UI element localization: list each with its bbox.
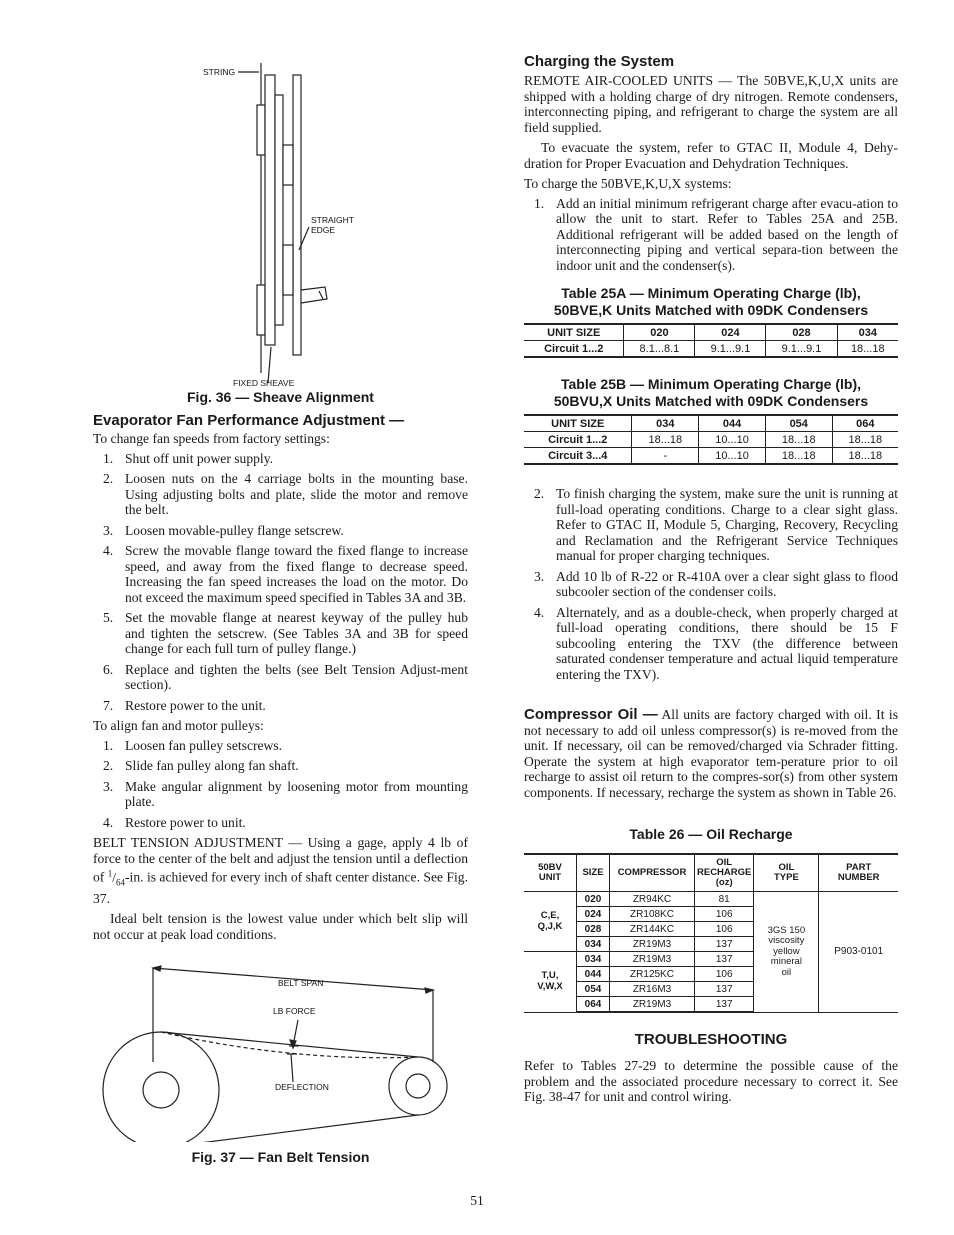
straight-edge-label-2: EDGE xyxy=(311,225,336,235)
table-25a-title: Table 25A — Minimum Operating Charge (lb), 50BVE,K Units Matched with 09DK Condensers xyxy=(553,285,869,318)
table-row: Circuit 1...2 8.1...8.1 9.1...9.1 9.1...9.1 18...18 xyxy=(524,341,898,358)
table-row: Circuit 1...2 18...18 10...10 18...18 18...18 xyxy=(524,432,898,448)
table-row: 028 ZR144KC 106 xyxy=(524,922,898,937)
table-row: 054 ZR16M3 137 xyxy=(524,982,898,997)
table-header: 028 xyxy=(766,324,837,341)
list-item: 2. Loosen nuts on the 4 carriage bolts in the mounting base. Using adjusting bolts and plate, slide the motor and remove the belt. xyxy=(103,471,468,517)
evaporator-intro: To change fan speeds from factory settings: xyxy=(93,431,330,446)
fig36-caption: Fig. 36 — Sheave Alignment xyxy=(187,389,374,405)
table-header: 064 xyxy=(832,415,898,432)
table-header: PART NUMBER xyxy=(819,854,898,892)
table-row: 024 ZR108KC 106 xyxy=(524,907,898,922)
list-item: 3. Loosen movable-pulley flange setscrew. xyxy=(103,522,344,538)
ideal-tension-paragraph: Ideal belt tension is the lowest value under which belt slip will not occur at peak load conditions. xyxy=(93,911,468,942)
list-item: 1. Shut off unit power supply. xyxy=(103,450,274,466)
table-25a xyxy=(524,323,898,358)
fixed-sheave-label: FIXED SHEAVE xyxy=(233,378,295,388)
group-cell: T,U, V,W,X xyxy=(524,952,577,1013)
charging-steps-b-block xyxy=(524,486,898,682)
table-header: 024 xyxy=(695,324,766,341)
table-26-title: Table 26 — Oil Recharge xyxy=(629,826,793,842)
table-header: 020 xyxy=(624,324,695,341)
align-intro: To align fan and motor pulleys: xyxy=(93,718,264,733)
table-header: 50BV UNIT xyxy=(524,854,577,892)
table-25b-title: Table 25B — Minimum Operating Charge (lb), 50BVU,X Units Matched with 09DK Condensers xyxy=(553,376,869,409)
table-26 xyxy=(524,853,898,1013)
compressor-oil-paragraph: Compressor Oil — All units are factory charged with oil. It is not necessary to add oil unless compressor(s) is re-moved from the unit. If necessary, oil can be removed/charged via Schrader fitting. Operate the system at high evaporator tem-perature prior to oil recharge to assist oil return to the compres-sor(s) from other system components. If necessary, recharge the system as shown in Table 26. xyxy=(524,706,898,800)
compressor-oil-heading: Compressor Oil — xyxy=(524,706,658,723)
table-header: 044 xyxy=(699,415,766,432)
charging-paragraph-3: To charge the 50BVE,K,U,X systems: xyxy=(524,176,732,191)
list-item: 7. Restore power to the unit. xyxy=(103,697,266,713)
table-header: UNIT SIZE xyxy=(524,415,632,432)
troubleshooting-heading: TROUBLESHOOTING xyxy=(634,1031,788,1048)
table-row: C,E, Q,J,K 020 ZR94KC 81 3GS 150 viscosity yellow mineral oil P903-0101 xyxy=(524,892,898,907)
table-row: Circuit 3...4 - 10...10 18...18 18...18 xyxy=(524,448,898,465)
table-25b xyxy=(524,414,898,465)
list-item: 5. Set the movable flange at nearest keyway of the pulley hub and tighten the setscrew. (See Tables 3A and 3B for speed change for each full turn of pulley flange.) xyxy=(103,610,468,656)
list-item: 4. Restore power to unit. xyxy=(103,814,246,830)
charging-paragraph-1: REMOTE AIR-COOLED UNITS — The 50BVE,K,U,X units are shipped with a holding charge of dry nitrogen. Remote condensers, interconnecting piping, and refrigerant to charge the system are all field supplied. xyxy=(524,73,898,135)
charging-heading: Charging the System xyxy=(524,53,675,70)
charging-steps-b xyxy=(524,486,898,682)
table-25a-block xyxy=(524,285,898,358)
table-row: 044 ZR125KC 106 xyxy=(524,967,898,982)
list-item: 3. Make angular alignment by loosening motor from mounting plate. xyxy=(103,778,468,809)
table-header: 054 xyxy=(765,415,832,432)
list-item: 3. Add 10 lb of R-22 or R-410A over a clear sight glass to flood subcooler section of the condenser coils. xyxy=(534,568,898,599)
table-header: 034 xyxy=(837,324,898,341)
table-row: 064 ZR19M3 137 xyxy=(524,997,898,1013)
fig37-caption: Fig. 37 — Fan Belt Tension xyxy=(191,1149,370,1165)
string-label: STRING xyxy=(203,67,236,77)
table-header: COMPRESSOR xyxy=(610,854,695,892)
table-header: UNIT SIZE xyxy=(524,324,624,341)
table-header: SIZE xyxy=(577,854,610,892)
troubleshooting-paragraph: Refer to Tables 27-29 to determine the possible cause of the problem and the associated procedure necessary to correct it. See Fig. 38-47 for unit and control wiring. xyxy=(524,1058,898,1104)
lb-force-label: LB FORCE xyxy=(273,1006,316,1016)
belt-tension-paragraph: BELT TENSION ADJUSTMENT — Using a gage, apply 4 lb of force to the center of the belt and adjust the tension until a deflection of $^1/_{64}-in$. is achieved for every inch of shaft center distance. See Fig. 37. xyxy=(93,835,468,906)
table-25b-block xyxy=(524,376,898,465)
list-item: 1. Add an initial minimum refrigerant charge after evacu-ation to allow the unit to start. Refer to Tables 25A and 25B. Additional refrigerant will be added based on the length of interconnecting piping and vertical separa-tion between the indoor unit and the condenser(s). xyxy=(534,195,898,273)
evaporator-section xyxy=(93,412,468,942)
page-number: 51 xyxy=(470,1193,484,1208)
evaporator-heading: Evaporator Fan Performance Adjustment — xyxy=(93,412,405,429)
list-item: 1. Loosen fan pulley setscrews. xyxy=(103,737,283,753)
charging-steps-a xyxy=(524,196,898,274)
part-number-cell: P903-0101 xyxy=(819,892,898,1013)
oil-type-cell: 3GS 150 viscosity yellow mineral oil xyxy=(754,892,819,1013)
table-header: 034 xyxy=(632,415,699,432)
fan-speed-steps xyxy=(93,451,468,714)
list-item: 2. Slide fan pulley along fan shaft. xyxy=(103,758,299,773)
table-header: OIL TYPE xyxy=(754,854,819,892)
pulley-align-steps xyxy=(93,738,468,831)
charging-section xyxy=(524,53,898,273)
list-item: 4. Screw the movable flange toward the fixed flange to increase speed, and away from the fixed flange to decrease speed. Increasing the fan speed increases the load on the motor. Do not exceed the maximum speed specified in Tables 3A and 3B. xyxy=(103,543,468,605)
table-row: T,U, V,W,X 034 ZR19M3 137 xyxy=(524,952,898,967)
table-row: 034 ZR19M3 137 xyxy=(524,937,898,952)
deflection-label: DEFLECTION xyxy=(275,1082,329,1092)
list-item: 4. Alternately, and as a double-check, when properly charged at full-load operating conditions, there should be 15 F subcooling entering the TXV (the difference between saturated condenser temperature and actual liquid temperature entering the TXV). xyxy=(534,604,898,682)
belt-span-label: BELT SPAN xyxy=(278,978,324,988)
group-cell: C,E, Q,J,K xyxy=(524,892,577,952)
charging-paragraph-2: To evacuate the system, refer to GTAC II, Module 4, Dehy-dration for Proper Evacuation and Dehydration Techniques. xyxy=(524,140,898,171)
table-header: OIL RECHARGE (oz) xyxy=(695,854,754,892)
list-item: 6. Replace and tighten the belts (see Belt Tension Adjust-ment section). xyxy=(103,661,468,692)
fan-belt-tension-figure xyxy=(93,962,468,1142)
straight-edge-label: STRAIGHT xyxy=(311,215,354,225)
sheave-alignment-figure xyxy=(93,55,468,385)
list-item: 2. To finish charging the system, make sure the unit is running at full-load operating conditions. Charge to a clear sight glass. Refer to GTAC II, Module 5, Charging, Recovery, Recycling and Reclamation and the Refrigerant Service Techniques manual for proper charging techniques. xyxy=(534,486,898,563)
